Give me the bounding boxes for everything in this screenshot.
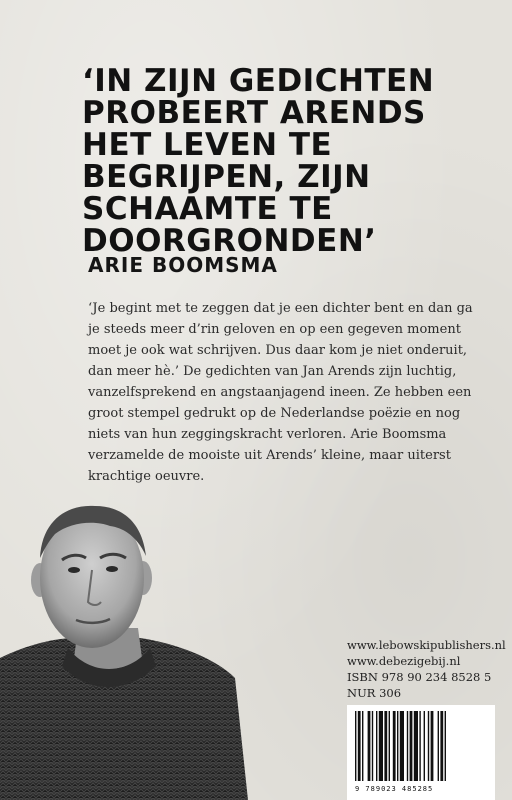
publisher-website[interactable]: www.debezigebij.nl [347, 654, 461, 668]
quote-line: BEGRIJPEN, ZIJN [82, 159, 371, 195]
publisher-info [347, 637, 507, 701]
blurb-line: niets van hun zeggingskracht verloren. Arie Boomsma [88, 427, 447, 442]
quote-line: PROBEERT ARENDS [82, 95, 426, 131]
barcode-digits: 9 789023 485285 [355, 785, 434, 793]
blurb-line: vanzelfsprekend en angstaanjagend ineen. Ze hebben een [88, 385, 472, 400]
barcode-bar [407, 711, 408, 781]
quote-line: DOORGRONDEN’ [82, 223, 377, 259]
barcode-bar [362, 711, 363, 781]
barcode-bar [376, 711, 377, 781]
barcode-bar [372, 711, 373, 781]
barcode-bar [358, 711, 361, 781]
barcode-bar [419, 711, 420, 781]
barcode-bars [347, 705, 495, 785]
barcode-bar [379, 711, 383, 781]
blurb-line: ‘Je begint met te zeggen dat je een dichter bent en dan ga [88, 301, 473, 316]
quote-author: ARIE BOOMSMA [88, 253, 278, 277]
author-photo [0, 498, 260, 800]
quote-line: ‘IN ZIJN GEDICHTEN [82, 63, 435, 99]
nur-code: NUR 306 [347, 686, 402, 700]
barcode-bar [428, 711, 429, 781]
barcode [347, 705, 495, 800]
barcode-bar [400, 711, 404, 781]
barcode-bar [368, 711, 371, 781]
blurb-line: dan meer hè.’ De gedichten van Jan Arends zijn luchtig, [88, 364, 457, 379]
barcode-bar [393, 711, 396, 781]
blurb-line: groot stempel gedrukt op de Nederlandse poëzie en nog [88, 406, 461, 421]
blurb-paragraph [88, 298, 498, 487]
barcode-bar [389, 711, 390, 781]
barcode-bar [440, 711, 443, 781]
blurb-line: verzamelde de mooiste uit Arends’ kleine, maar uiterst [88, 448, 451, 463]
barcode-bar [414, 711, 418, 781]
blurb-line: je steeds meer d’rin geloven en op een gegeven moment [88, 322, 461, 337]
isbn: ISBN 978 90 234 8528 5 [347, 670, 492, 684]
barcode-bar [355, 711, 356, 781]
blurb-line: moet je ook wat schrijven. Dus daar kom je niet onderuit, [88, 343, 468, 358]
barcode-bar [445, 711, 446, 781]
barcode-bar [410, 711, 413, 781]
barcode-bar [431, 711, 434, 781]
pull-quote [82, 65, 502, 257]
quote-line: SCHAAMTE TE [82, 191, 333, 227]
barcode-bar [397, 711, 398, 781]
blurb-line: krachtige oeuvre. [88, 469, 205, 484]
publisher-website[interactable]: www.lebowskipublishers.nl [347, 638, 506, 652]
barcode-bar [438, 711, 439, 781]
quote-line: HET LEVEN TE [82, 127, 333, 163]
barcode-bar [384, 711, 387, 781]
barcode-bar [424, 711, 425, 781]
